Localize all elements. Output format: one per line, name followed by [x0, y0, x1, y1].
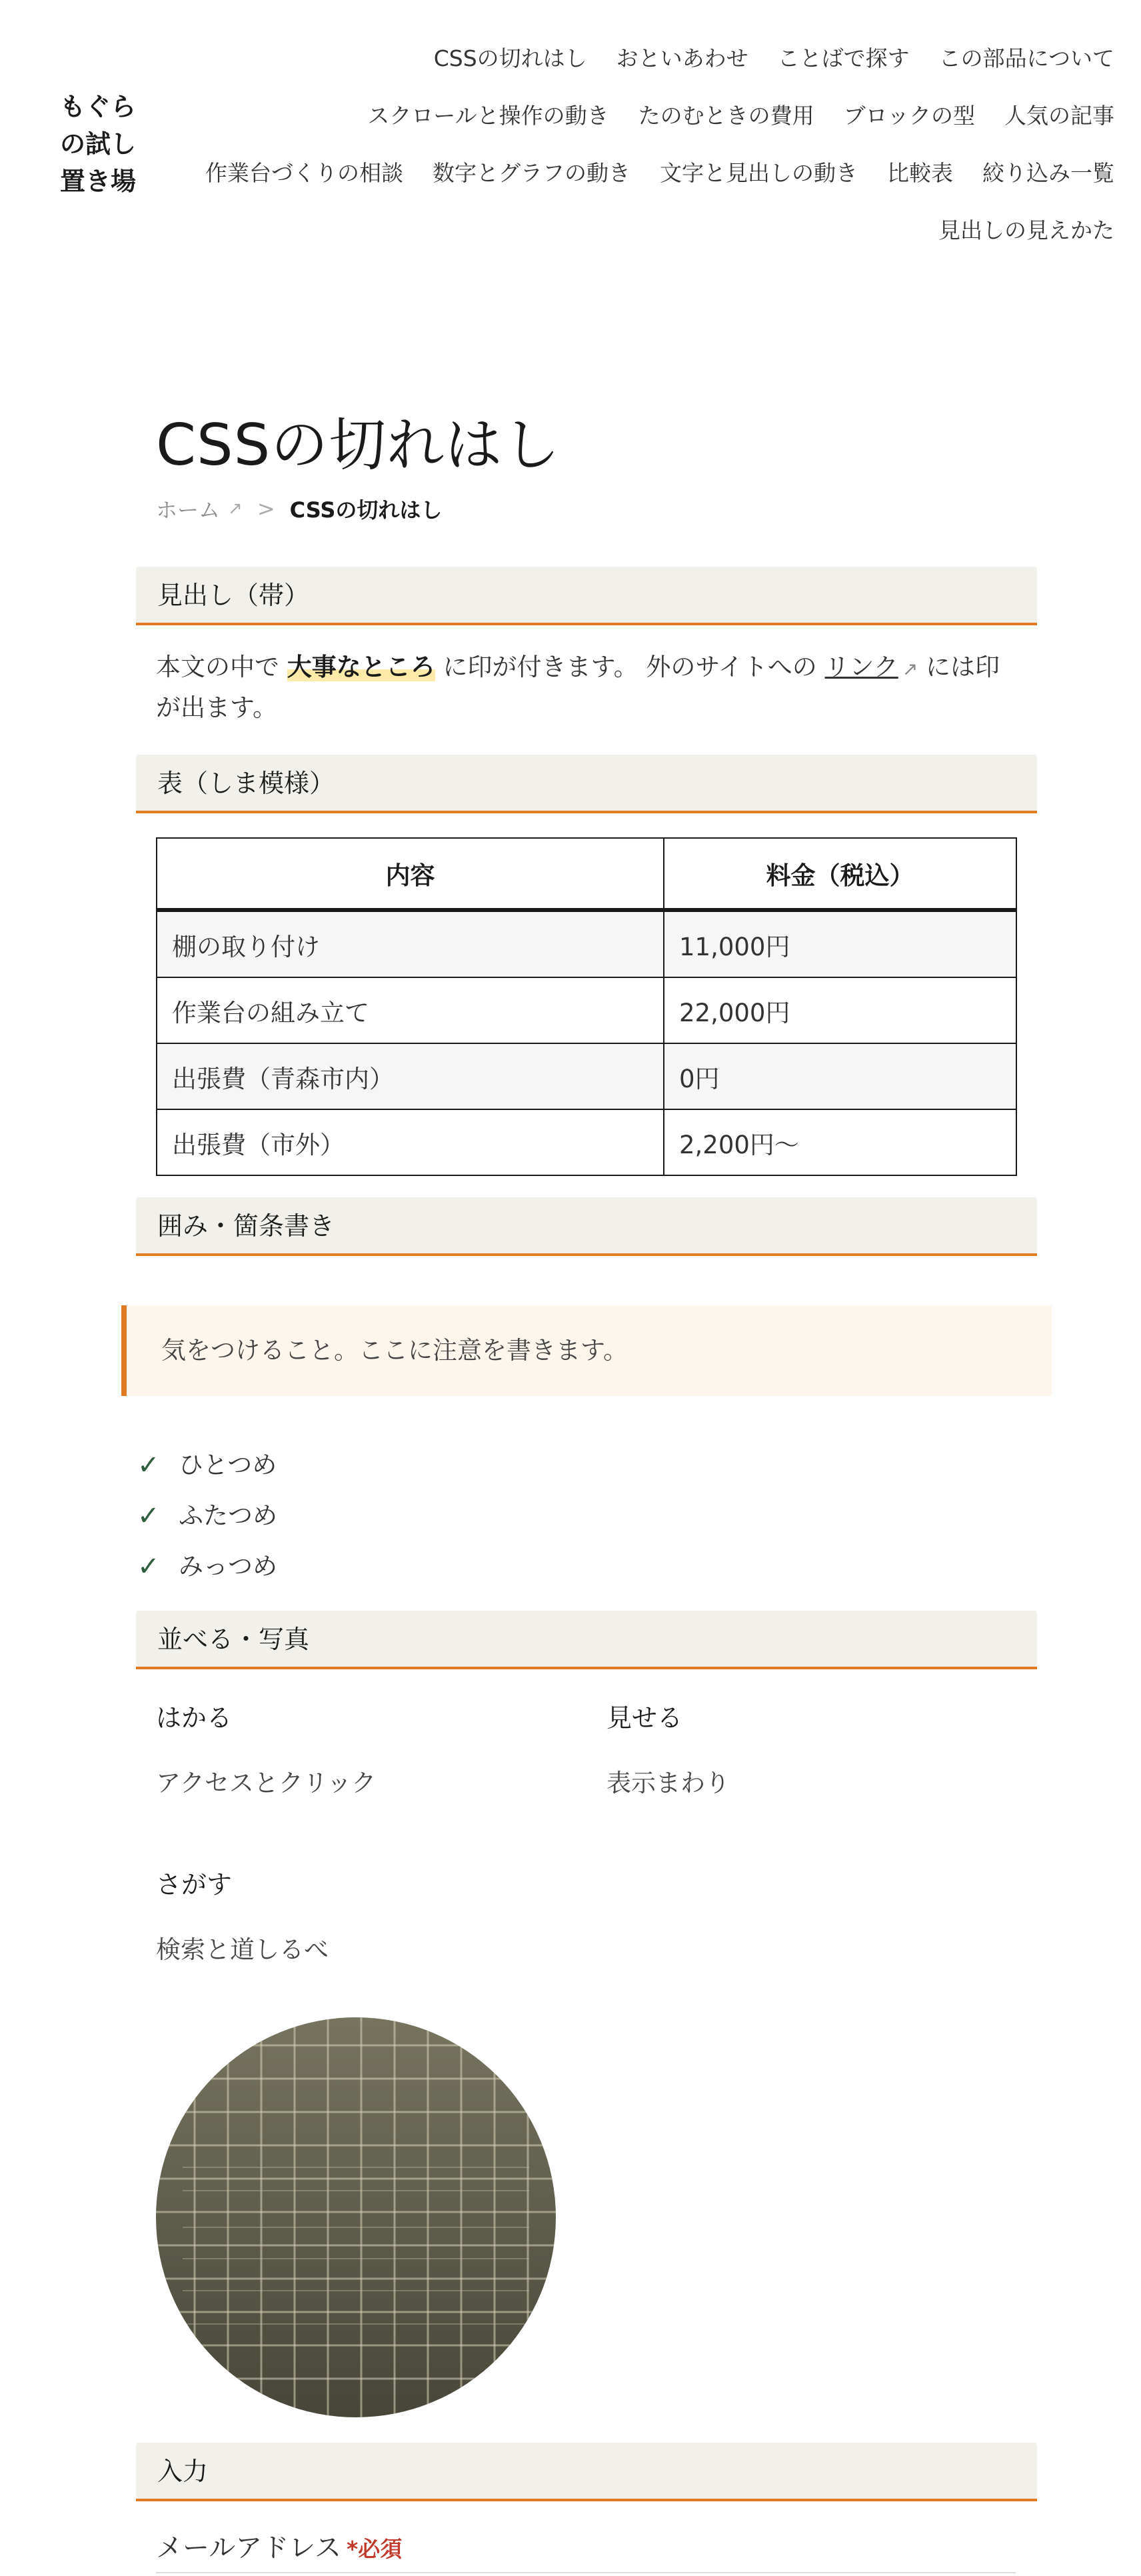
section-heading-band: 見出し（帯） — [136, 567, 1037, 625]
section-columns-band: 並べる・写真 — [136, 1611, 1037, 1669]
table-cell: 2,200円〜 — [664, 1109, 1016, 1175]
table-cell: 出張費（市外） — [157, 1109, 664, 1175]
list-item-label: みっつめ — [179, 1552, 277, 1581]
prose-text: に印が付きます。 外のサイトへの — [443, 653, 817, 681]
page-title: CSSの切れはし — [156, 412, 561, 479]
external-link-icon: ↗ — [902, 658, 918, 680]
nav-row-1 — [434, 41, 1114, 73]
nav-row-3 — [205, 156, 1114, 187]
table-header-row — [157, 838, 1016, 910]
list-item — [137, 1541, 277, 1592]
nav-link-about[interactable]: この部品について — [938, 45, 1114, 71]
nav-link-scroll[interactable]: スクロールと操作の動き — [367, 103, 609, 129]
section-boxes-band: 囲み・箇条書き — [136, 1197, 1037, 1256]
check-icon: ✓ — [137, 1551, 160, 1582]
email-field-label — [156, 2527, 402, 2565]
table-row — [157, 1043, 1016, 1109]
feature-title: 見せる — [606, 1703, 683, 1733]
site-title-line: 置き場 — [60, 167, 137, 196]
feature-title: さがす — [156, 1870, 233, 1899]
feature-description: 表示まわり — [606, 1769, 730, 1797]
table-row — [157, 910, 1016, 977]
check-icon: ✓ — [137, 1450, 160, 1481]
table-row — [157, 977, 1016, 1043]
price-table — [156, 837, 1017, 1176]
nav-link-numbers-graphs[interactable]: 数字とグラフの動き — [433, 160, 630, 186]
nav-link-comparison[interactable]: 比較表 — [887, 160, 953, 186]
table-header-cell: 内容 — [157, 838, 664, 910]
feature-title: はかる — [156, 1703, 233, 1733]
nav-link-block-types[interactable]: ブロックの型 — [843, 103, 975, 129]
list-item — [137, 1491, 277, 1541]
list-item-label: ひとつめ — [179, 1451, 277, 1479]
feature-description: 検索と道しるべ — [156, 1935, 329, 1964]
email-label-text: メールアドレス — [156, 2533, 341, 2563]
nav-link-word-search[interactable]: ことばで探す — [777, 45, 910, 71]
check-icon: ✓ — [137, 1501, 160, 1531]
external-link-icon: ↗ — [228, 499, 243, 519]
nav-row-2 — [367, 99, 1114, 130]
required-badge: *必須 — [347, 2536, 403, 2562]
site-title-line: もぐら — [60, 92, 137, 121]
nav-row-4 — [938, 213, 1114, 245]
prose-text: 本文の中で — [156, 653, 279, 681]
table-cell: 作業台の組み立て — [157, 977, 664, 1043]
nav-link-heading-styles[interactable]: 見出しの見えかた — [938, 217, 1114, 243]
section-table-band: 表（しま模様） — [136, 755, 1037, 813]
breadcrumb-separator: > — [257, 496, 275, 521]
table-cell: 0円 — [664, 1043, 1016, 1109]
highlighted-text: 大事なところ — [287, 653, 435, 681]
table-row — [157, 1109, 1016, 1175]
check-list — [137, 1440, 277, 1592]
site-title[interactable] — [60, 88, 173, 200]
nav-link-pricing[interactable]: たのむときの費用 — [638, 103, 814, 129]
site-title-line: の試し — [60, 129, 137, 159]
breadcrumb — [156, 493, 442, 524]
list-item — [137, 1440, 277, 1491]
feature-description: アクセスとクリック — [156, 1769, 377, 1797]
table-cell: 棚の取り付け — [157, 910, 664, 977]
nav-link-text-headings[interactable]: 文字と見出しの動き — [660, 160, 858, 186]
external-link[interactable]: リンク — [824, 653, 898, 681]
nav-link-popular[interactable]: 人気の記事 — [1004, 103, 1114, 129]
table-cell: 11,000円 — [664, 910, 1016, 977]
breadcrumb-current: CSSの切れはし — [289, 497, 443, 523]
section-input-band: 入力 — [136, 2443, 1037, 2501]
caution-callout — [121, 1305, 1052, 1396]
cutting-mat-image — [156, 2017, 556, 2417]
nav-link-css-snippets[interactable]: CSSの切れはし — [433, 45, 587, 71]
breadcrumb-home-link[interactable]: ホーム — [156, 497, 221, 523]
callout-text: 気をつけること。ここに注意を書きます。 — [161, 1336, 628, 1365]
list-item-label: ふたつめ — [179, 1501, 277, 1530]
email-field[interactable] — [156, 2572, 1016, 2573]
table-cell: 出張費（青森市内） — [157, 1043, 664, 1109]
table-cell: 22,000円 — [664, 977, 1016, 1043]
table-header-cell: 料金（税込） — [664, 838, 1016, 910]
nav-link-contact[interactable]: おといあわせ — [616, 45, 748, 71]
prose-text: には印が出ます。 — [156, 653, 1000, 722]
circular-photo — [156, 2017, 556, 2417]
body-paragraph — [156, 648, 1016, 727]
nav-link-filter-list[interactable]: 絞り込み一覧 — [982, 160, 1114, 186]
nav-link-workbench[interactable]: 作業台づくりの相談 — [205, 160, 403, 186]
